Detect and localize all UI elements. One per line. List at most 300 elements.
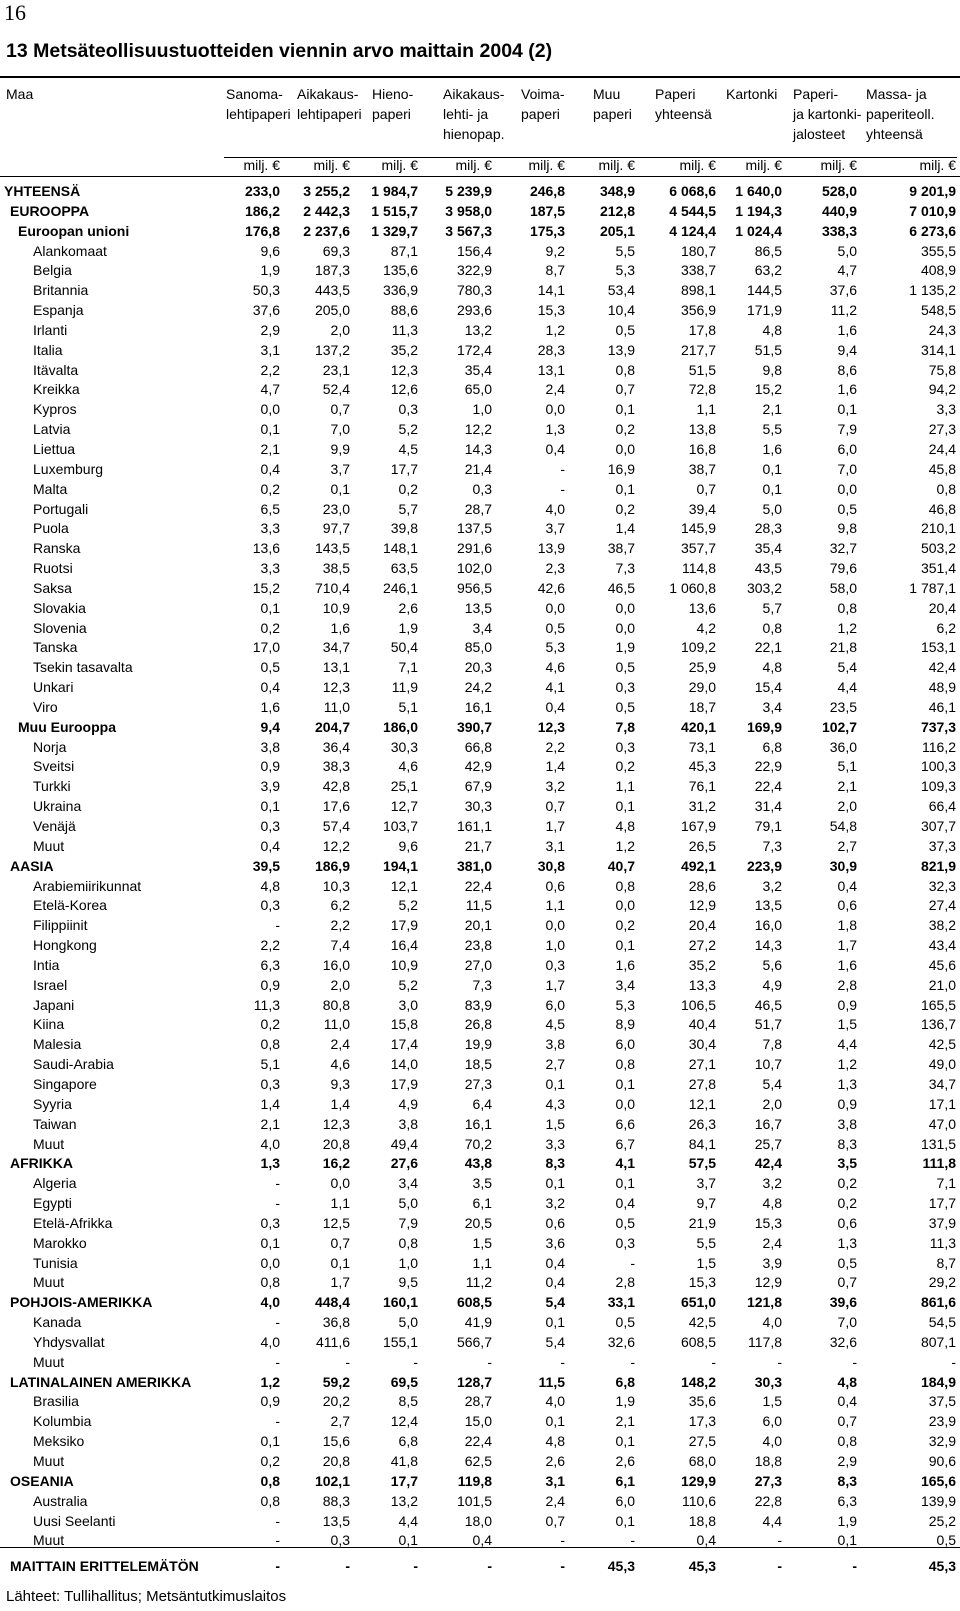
table-cell: 0,3 [615, 738, 635, 755]
table-row [0, 757, 960, 777]
table-body [0, 182, 960, 1577]
table-cell: 4,4 [837, 679, 857, 696]
table-cell: 0,3 [260, 1075, 280, 1092]
table-cell: 205,0 [314, 302, 350, 319]
table-cell: 3 958,0 [445, 202, 492, 219]
table-cell: 7,0 [837, 460, 857, 477]
table-cell: 68,0 [688, 1453, 716, 1469]
row-label: Syyria [33, 1095, 72, 1112]
table-cell: 7,3 [472, 976, 492, 993]
table-cell: 6,1 [472, 1195, 492, 1212]
table-row [0, 1214, 960, 1234]
table-cell: 4,4 [398, 1512, 418, 1529]
table-cell: - [777, 1353, 782, 1370]
table-row [0, 1075, 960, 1095]
table-row [0, 896, 960, 916]
table-cell: 5,7 [398, 500, 418, 517]
table-cell: 780,3 [456, 282, 492, 299]
table-cell: 6,4 [472, 1095, 492, 1112]
table-cell: 2,9 [837, 1453, 857, 1469]
table-cell: 0,5 [837, 500, 857, 517]
table-row [0, 1557, 960, 1577]
table-cell: 212,8 [599, 202, 635, 219]
table-cell: 956,5 [456, 579, 492, 596]
table-cell: 3,1 [545, 1472, 565, 1489]
table-cell: 3,3 [260, 560, 280, 577]
table-cell: 1 024,4 [735, 222, 782, 239]
table-cell: 11,2 [830, 302, 857, 319]
table-cell: 8,3 [545, 1155, 565, 1172]
table-cell: 169,9 [746, 718, 782, 735]
table-row [0, 1154, 960, 1174]
table-cell: 11,0 [323, 1016, 350, 1033]
column-header-6: paperi [593, 106, 632, 122]
table-cell: 13,1 [537, 361, 565, 378]
table-cell: 0,8 [398, 1234, 418, 1251]
table-cell: 3,7 [545, 520, 565, 537]
table-cell: 160,1 [382, 1294, 418, 1311]
table-cell: 0,6 [837, 897, 857, 914]
table-cell: 1,1 [330, 1195, 350, 1212]
table-cell: 314,1 [920, 341, 956, 358]
table-cell: 4,8 [545, 1433, 565, 1450]
column-header-4: Aikakaus- [443, 86, 505, 102]
table-cell: 0,4 [837, 877, 857, 894]
table-cell: 1 060,8 [669, 579, 716, 596]
table-cell: 6,2 [936, 619, 956, 636]
table-cell: 1,5 [696, 1254, 716, 1271]
table-row [0, 956, 960, 976]
table-cell: 4,0 [260, 1135, 280, 1152]
table-cell: 5,1 [260, 1056, 280, 1073]
table-cell: 0,0 [615, 1095, 635, 1112]
row-label: Muut [33, 1532, 65, 1549]
table-cell: 186,9 [314, 857, 350, 874]
table-cell: 15,4 [754, 679, 782, 696]
table-cell: 41,8 [390, 1453, 418, 1469]
table-row [0, 519, 960, 539]
table-cell: 6 068,6 [669, 183, 716, 199]
table-cell: 12,4 [390, 1413, 418, 1430]
table-cell: 30,8 [537, 857, 565, 874]
table-cell: 32,9 [928, 1433, 956, 1450]
table-cell: 5,6 [762, 956, 782, 973]
table-cell: 420,1 [680, 718, 716, 735]
table-row [0, 321, 960, 341]
table-cell: 0,2 [398, 480, 418, 497]
table-cell: 1,0 [545, 937, 565, 954]
table-cell: 167,9 [680, 818, 716, 834]
table-cell: 0,9 [260, 1393, 280, 1410]
table-cell: 861,6 [920, 1294, 956, 1311]
table-row [0, 857, 960, 877]
table-cell: 87,1 [390, 242, 418, 259]
table-cell: 20,5 [464, 1214, 492, 1231]
table-cell: 0,0 [615, 599, 635, 616]
table-cell: - [275, 1512, 280, 1529]
table-cell: 6,2 [330, 897, 350, 914]
table-cell: 21,7 [464, 837, 492, 854]
table-cell: 5,1 [837, 758, 857, 775]
table-cell: 9,4 [837, 341, 857, 358]
table-cell: 5,2 [398, 897, 418, 914]
table-cell: 30,3 [754, 1373, 782, 1390]
table-cell: 47,0 [928, 1115, 956, 1132]
table-cell: 102,7 [821, 718, 857, 735]
table-cell: 36,0 [829, 738, 857, 755]
table-cell: 0,0 [615, 440, 635, 457]
table-cell: 85,0 [464, 639, 492, 656]
table-cell: 66,8 [464, 738, 492, 755]
row-label: Egypti [33, 1195, 72, 1212]
table-cell: 30,4 [688, 1036, 716, 1053]
column-header-9: jalosteet [793, 126, 846, 142]
row-label: Kanada [33, 1314, 82, 1331]
table-cell: 22,4 [464, 1433, 492, 1450]
table-cell: 0,4 [696, 1532, 716, 1549]
table-cell: 38,3 [322, 758, 350, 775]
table-cell: 651,0 [680, 1294, 716, 1311]
table-cell: 9,4 [260, 718, 280, 735]
table-cell: 0,1 [837, 401, 857, 418]
table-cell: 27,4 [928, 897, 956, 914]
row-label: Latvia [33, 421, 71, 438]
unit-label: milj. € [455, 157, 492, 173]
table-cell: 0,5 [615, 321, 635, 338]
table-cell: 101,5 [456, 1492, 492, 1509]
table-cell: 4,8 [762, 321, 782, 338]
table-cell: 1,6 [837, 321, 857, 338]
table-cell: 7,8 [762, 1036, 782, 1053]
table-cell: 293,6 [456, 302, 492, 319]
table-cell: 39,5 [252, 857, 280, 874]
table-cell: 0,3 [545, 956, 565, 973]
table-row [0, 440, 960, 460]
table-cell: 70,2 [464, 1135, 492, 1152]
table-cell: 4,9 [762, 976, 782, 993]
table-cell: 5,5 [762, 421, 782, 438]
table-cell: 28,7 [464, 500, 492, 517]
table-cell: - [275, 1353, 280, 1370]
table-cell: 0,5 [615, 698, 635, 715]
table-cell: 1,6 [260, 698, 280, 715]
table-cell: 12,1 [688, 1095, 716, 1112]
table-cell: 24,4 [928, 440, 956, 457]
table-cell: 15,6 [322, 1433, 350, 1450]
table-cell: 4,8 [837, 1373, 857, 1390]
table-cell: 3,2 [762, 877, 782, 894]
row-label: Kolumbia [33, 1413, 92, 1430]
unit-label: milj. € [679, 157, 716, 173]
column-header-7: Paperi [655, 86, 696, 102]
table-cell: 40,7 [607, 857, 635, 874]
table-cell: 16,1 [464, 1115, 492, 1132]
table-cell: 1,1 [472, 1254, 492, 1271]
table-row [0, 1512, 960, 1532]
table-cell: 38,7 [607, 540, 635, 557]
table-cell: 28,3 [537, 341, 565, 358]
table-cell: 46,1 [928, 698, 956, 715]
table-cell: 0,8 [260, 1274, 280, 1291]
table-cell: 12,3 [390, 361, 418, 378]
table-cell: 13,6 [688, 599, 716, 616]
table-cell: 0,3 [260, 818, 280, 834]
table-cell: 19,9 [464, 1036, 492, 1053]
table-cell: 6 273,6 [909, 222, 956, 239]
table-cell: 27,6 [390, 1155, 418, 1172]
table-row [0, 1035, 960, 1055]
table-cell: 27,3 [928, 421, 956, 438]
row-label: Slovenia [33, 619, 87, 636]
table-cell: - [852, 1353, 857, 1370]
table-cell: 0,2 [260, 1453, 280, 1469]
table-cell: 5,4 [545, 1333, 565, 1350]
table-cell: 2,1 [260, 1115, 280, 1132]
table-cell: 186,0 [382, 718, 418, 735]
table-cell: 8,5 [398, 1393, 418, 1410]
table-cell: 0,5 [936, 1532, 956, 1549]
row-label: Alankomaat [33, 242, 107, 259]
table-cell: 49,4 [390, 1135, 418, 1152]
table-row [0, 1234, 960, 1254]
table-cell: 46,8 [928, 500, 956, 517]
table-row [0, 400, 960, 420]
table-cell: 0,3 [330, 1532, 350, 1549]
table-cell: 11,3 [253, 996, 280, 1013]
table-cell: 1,6 [615, 956, 635, 973]
table-cell: 492,1 [680, 857, 716, 874]
table-cell: 356,9 [680, 302, 716, 319]
table-cell: 24,2 [464, 679, 492, 696]
row-label: Taiwan [33, 1115, 77, 1132]
table-cell: 22,4 [464, 877, 492, 894]
table-row [0, 738, 960, 758]
table-cell: 3,2 [545, 1195, 565, 1212]
table-cell: 46,5 [607, 579, 635, 596]
table-cell: 0,3 [260, 1214, 280, 1231]
table-cell: 29,2 [928, 1274, 956, 1291]
table-cell: 13,2 [390, 1492, 418, 1509]
column-header-9: Paperi- [793, 86, 839, 102]
table-cell: 11,2 [465, 1274, 492, 1291]
table-cell: 16,0 [754, 917, 782, 934]
table-row [0, 718, 960, 738]
table-cell: 12,9 [754, 1274, 782, 1291]
table-cell: 42,4 [754, 1155, 782, 1172]
row-label: Tsekin tasavalta [33, 659, 133, 676]
table-cell: 6,5 [260, 500, 280, 517]
table-cell: 0,1 [545, 1413, 565, 1430]
row-label: Britannia [33, 282, 89, 299]
table-cell: 23,5 [829, 698, 857, 715]
table-cell: 443,5 [314, 282, 350, 299]
table-row [0, 281, 960, 301]
table-cell: 25,2 [928, 1512, 956, 1529]
table-cell: 8,7 [545, 262, 565, 279]
table-cell: 6,8 [615, 1373, 635, 1390]
table-cell: 12,2 [322, 837, 350, 854]
row-label: Algeria [33, 1175, 77, 1192]
unit-label: milj. € [919, 157, 956, 173]
table-cell: 608,5 [680, 1333, 716, 1350]
table-cell: 16,1 [464, 698, 492, 715]
table-row [0, 579, 960, 599]
table-cell: 50,4 [390, 639, 418, 656]
table-cell: 5,4 [837, 659, 857, 676]
table-cell: 17,9 [390, 1075, 418, 1092]
table-cell: 737,3 [920, 718, 956, 735]
table-cell: 15,2 [252, 579, 280, 596]
row-label: Australia [33, 1492, 88, 1509]
table-cell: 9 201,9 [909, 183, 956, 199]
table-cell: 59,2 [322, 1373, 350, 1390]
table-cell: 5,5 [615, 242, 635, 259]
row-label: Muut [33, 1353, 65, 1370]
table-cell: 45,8 [928, 460, 956, 477]
table-cell: 27,5 [688, 1433, 716, 1450]
table-cell: 25,7 [754, 1135, 782, 1152]
row-label: Unkari [33, 679, 74, 696]
row-label: Tunisia [33, 1254, 78, 1271]
table-cell: - [275, 1532, 280, 1549]
table-cell: 5,0 [762, 500, 782, 517]
table-cell: 20,4 [688, 917, 716, 934]
table-cell: 8,6 [837, 361, 857, 378]
table-cell: 2,8 [837, 976, 857, 993]
table-row [0, 996, 960, 1016]
table-cell: 0,7 [696, 480, 716, 497]
table-cell: 13,5 [322, 1512, 350, 1529]
table-cell: 15,2 [754, 381, 782, 398]
table-cell: 1,1 [545, 897, 565, 914]
table-cell: 0,4 [472, 1532, 492, 1549]
table-cell: 148,1 [382, 540, 418, 557]
table-cell: 103,7 [382, 818, 418, 834]
table-cell: 39,8 [390, 520, 418, 537]
table-cell: 503,2 [920, 540, 956, 557]
table-cell: 1,3 [260, 1155, 280, 1172]
table-cell: 0,5 [615, 1314, 635, 1331]
table-cell: 0,2 [260, 619, 280, 636]
table-cell: - [951, 1353, 956, 1370]
table-cell: 6,6 [615, 1115, 635, 1132]
row-label: Irlanti [33, 321, 68, 338]
table-cell: 42,5 [688, 1314, 716, 1331]
table-cell: 0,3 [260, 897, 280, 914]
row-label: Venäjä [33, 818, 76, 834]
table-cell: 10,9 [390, 956, 418, 973]
table-cell: - [275, 1558, 280, 1575]
table-cell: 35,2 [390, 341, 418, 358]
row-label: Muut [33, 1274, 65, 1291]
table-cell: 381,0 [456, 857, 492, 874]
table-cell: 102,0 [456, 560, 492, 577]
table-cell: 4,6 [398, 758, 418, 775]
row-label: Euroopan unioni [18, 222, 130, 239]
page-number: 16 [4, 0, 26, 25]
table-cell: 45,3 [688, 758, 716, 775]
table-cell: 13,9 [607, 341, 635, 358]
unit-label: milj. € [820, 157, 857, 173]
table-cell: 0,9 [837, 996, 857, 1013]
table-row [0, 480, 960, 500]
table-cell: 3,3 [545, 1135, 565, 1152]
table-cell: 7,3 [762, 837, 782, 854]
table-cell: 41,9 [464, 1314, 492, 1331]
table-cell: 21,4 [464, 460, 492, 477]
table-cell: 1,9 [615, 1393, 635, 1410]
table-cell: 11,5 [465, 897, 492, 914]
table-cell: 14,3 [754, 937, 782, 954]
table-cell: 51,5 [688, 361, 716, 378]
table-cell: 143,5 [314, 540, 350, 557]
table-cell: 17,8 [688, 321, 716, 338]
table-cell: 9,8 [837, 520, 857, 537]
table-cell: 32,7 [829, 540, 857, 557]
table-cell: 0,1 [260, 1234, 280, 1251]
table-cell: 129,9 [680, 1472, 716, 1489]
table-cell: 109,3 [920, 778, 956, 795]
table-cell: 3 255,2 [303, 183, 350, 199]
table-row [0, 420, 960, 440]
table-cell: 38,7 [688, 460, 716, 477]
table-cell: 18,0 [464, 1512, 492, 1529]
row-label: Tanska [33, 639, 78, 656]
table-cell: 0,1 [330, 480, 350, 497]
table-cell: - [413, 1558, 418, 1575]
table-cell: 30,3 [390, 738, 418, 755]
table-cell: 1,6 [762, 440, 782, 457]
table-cell: 0,8 [260, 1036, 280, 1053]
table-cell: 28,7 [464, 1393, 492, 1410]
table-row [0, 202, 960, 222]
table-cell: 20,4 [928, 599, 956, 616]
table-cell: 7,8 [615, 718, 635, 735]
table-cell: 35,2 [688, 956, 716, 973]
table-cell: 27,3 [754, 1472, 782, 1489]
row-label: Norja [33, 738, 67, 755]
table-row [0, 619, 960, 639]
table-title: 13 Metsäteollisuustuotteiden viennin arvo maittain 2004 (2) [6, 40, 553, 62]
table-row [0, 361, 960, 381]
table-row [0, 1472, 960, 1492]
table-cell: 0,4 [260, 837, 280, 854]
table-cell: 0,2 [615, 421, 635, 438]
table-cell: 12,7 [390, 798, 418, 815]
table-cell: 1,9 [837, 1512, 857, 1529]
table-cell: 3,9 [762, 1254, 782, 1271]
row-label: Israel [33, 976, 68, 993]
table-cell: - [487, 1558, 492, 1575]
table-cell: 144,5 [746, 282, 782, 299]
table-cell: 6,3 [260, 956, 280, 973]
column-header-3: Hieno- [372, 86, 414, 102]
table-cell: 66,4 [928, 798, 956, 815]
table-cell: 75,8 [928, 361, 956, 378]
unit-label: milj. € [528, 157, 565, 173]
table-cell: 0,6 [837, 1214, 857, 1231]
table-cell: 348,9 [599, 183, 635, 199]
table-cell: 3 567,3 [445, 222, 492, 239]
table-cell: 4,0 [545, 1393, 565, 1410]
table-cell: 1 515,7 [371, 202, 418, 219]
table-cell: 37,5 [928, 1393, 956, 1410]
table-cell: 27,3 [464, 1075, 492, 1092]
table-cell: - [560, 460, 565, 477]
table-cell: 1,9 [260, 262, 280, 279]
row-label: Malta [33, 480, 68, 497]
table-cell: 2,6 [545, 1453, 565, 1469]
